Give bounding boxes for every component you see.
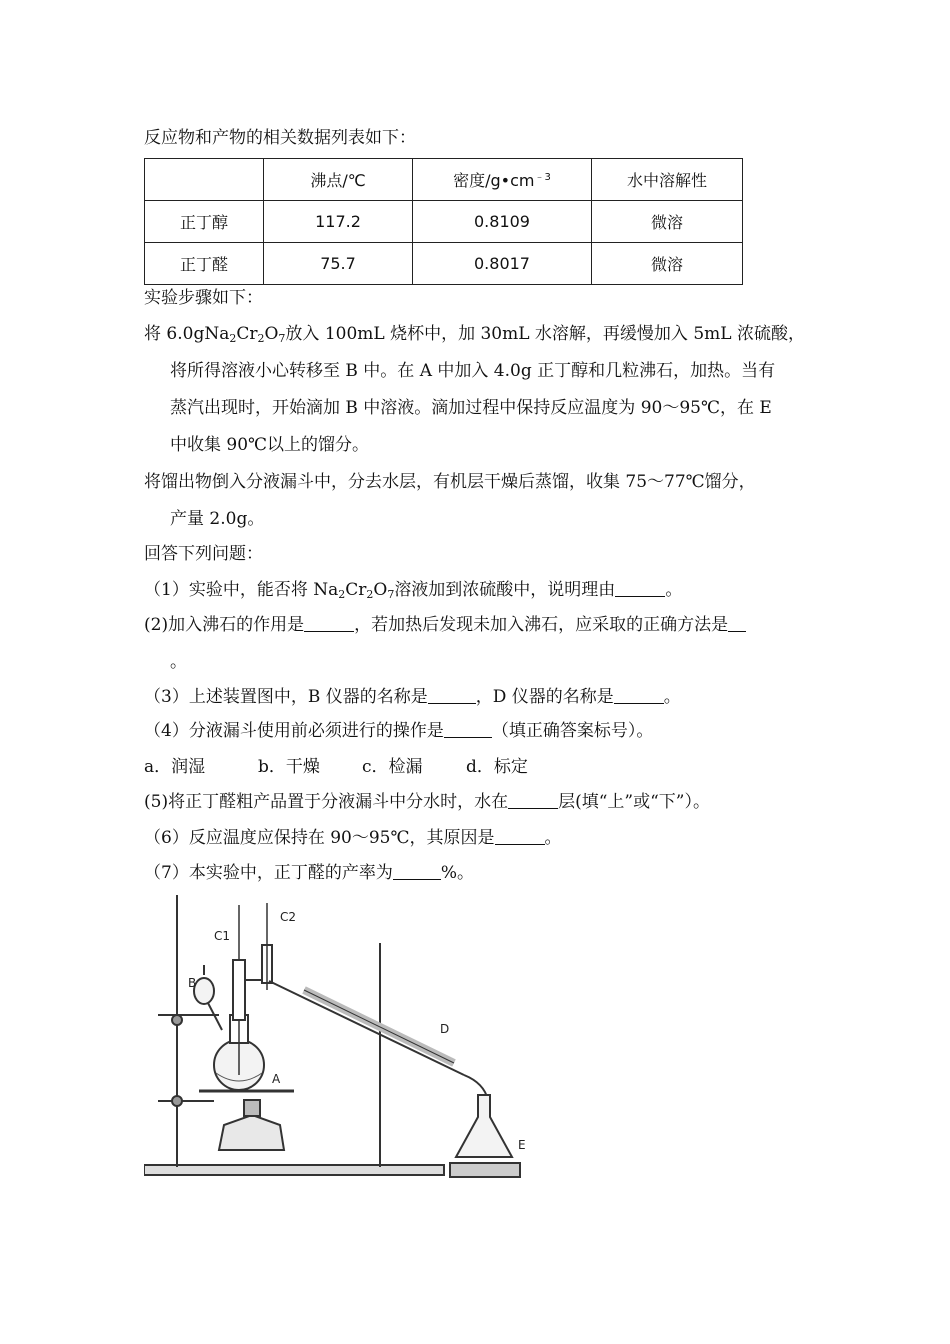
option-d: d．标定 [466, 757, 528, 777]
question-4: （4）分液漏斗使用前必须进行的操作是 （填正确答案标号）。 [144, 721, 654, 741]
label-c2: C2 [280, 910, 297, 924]
steps-title: 实验步骤如下： [144, 288, 263, 308]
label-d: D [440, 1022, 450, 1036]
label-b: B [188, 976, 197, 990]
answer-blank[interactable] [615, 579, 665, 597]
question-7: （7）本实验中，正丁醛的产率为 %。 [144, 863, 474, 883]
table-row [145, 243, 743, 285]
answer-blank[interactable] [444, 720, 492, 738]
answer-blank[interactable] [495, 827, 545, 845]
question-5: (5)将正丁醛粗产品置于分液漏斗中分水时，水在 层(填“上”或“下”）。 [144, 792, 710, 812]
option-a: a．润湿 [144, 757, 206, 777]
step1-line4: 中收集 90℃以上的馏分。 [170, 435, 370, 455]
header-boiling-point: 沸点/℃ [264, 159, 413, 201]
row-density: 0.8109 [413, 201, 592, 243]
apparatus-base [144, 1165, 444, 1175]
step1-line2: 将所得溶液小心转移至 B 中。在 A 中加入 4.0g 正丁醇和几粒沸石，加热。当有 [170, 361, 776, 381]
dropping-funnel-b [194, 978, 214, 1004]
density-superscript: ﹣3 [534, 172, 551, 183]
data-table [144, 158, 743, 285]
header-solubility: 水中溶解性 [592, 159, 743, 201]
question-6: （6）反应温度应保持在 90～95℃，其原因是 。 [144, 828, 562, 848]
question-1: （1）实验中，能否将 $Na_2Cr_2O_7$溶液加到浓硫酸中，说明理由 。 [144, 580, 683, 601]
question-2: (2)加入沸石的作用是 ，若加热后发现未加入沸石，应采取的正确方法是 [144, 614, 746, 636]
label-c1: C1 [214, 929, 231, 943]
table-header-row [145, 159, 743, 201]
step1-line1: 将 $6.0gNa_2Cr_2O_7$放入 100mL 烧杯中，加 30mL 水溶解，再缓慢加入 5mL 浓硫酸， [144, 324, 805, 345]
alcohol-burner [219, 1115, 284, 1150]
question-3: （3）上述装置图中，B 仪器的名称是 ，D 仪器的名称是 。 [144, 687, 681, 707]
row-boiling-point: 75.7 [264, 243, 413, 285]
answer-blank[interactable] [304, 614, 354, 632]
row-boiling-point: 117.2 [264, 201, 413, 243]
conical-flask-e [456, 1095, 512, 1157]
header-density: 密度$/g•cm^{﹣3}$ [413, 159, 592, 201]
row-density: 0.8017 [413, 243, 592, 285]
step1-line3: 蒸汽出现时，开始滴加 B 中溶液。滴加过程中保持反应温度为 90～95℃，在 E [170, 398, 772, 418]
answer-blank[interactable] [393, 862, 441, 880]
question-2-end: 。 [170, 652, 187, 672]
condenser-d [269, 981, 464, 1075]
answer-blank[interactable] [508, 791, 558, 809]
label-a: A [272, 1072, 281, 1086]
row-name: 正丁醛 [145, 243, 264, 285]
label-e: E [518, 1138, 526, 1152]
questions-title: 回答下列问题： [144, 544, 263, 564]
option-b: b．干燥 [258, 757, 320, 777]
header-empty [145, 159, 264, 201]
row-name: 正丁醇 [145, 201, 264, 243]
question-4-options [144, 756, 528, 778]
answer-blank[interactable] [728, 614, 746, 632]
answer-blank[interactable] [614, 686, 664, 704]
option-c: c．检漏 [362, 757, 423, 777]
step2-line2: 产量 2.0g。 [170, 509, 265, 529]
answer-blank[interactable] [428, 686, 476, 704]
apparatus-figure [144, 895, 554, 1185]
row-solubility: 微溶 [592, 201, 743, 243]
flask-stand-block [450, 1163, 520, 1177]
row-solubility: 微溶 [592, 243, 743, 285]
intro-text: 反应物和产物的相关数据列表如下： [144, 128, 416, 148]
step2-line1: 将馏出物倒入分液漏斗中，分去水层，有机层干燥后蒸馏，收集 75～77℃馏分， [144, 472, 756, 492]
table-row [145, 201, 743, 243]
